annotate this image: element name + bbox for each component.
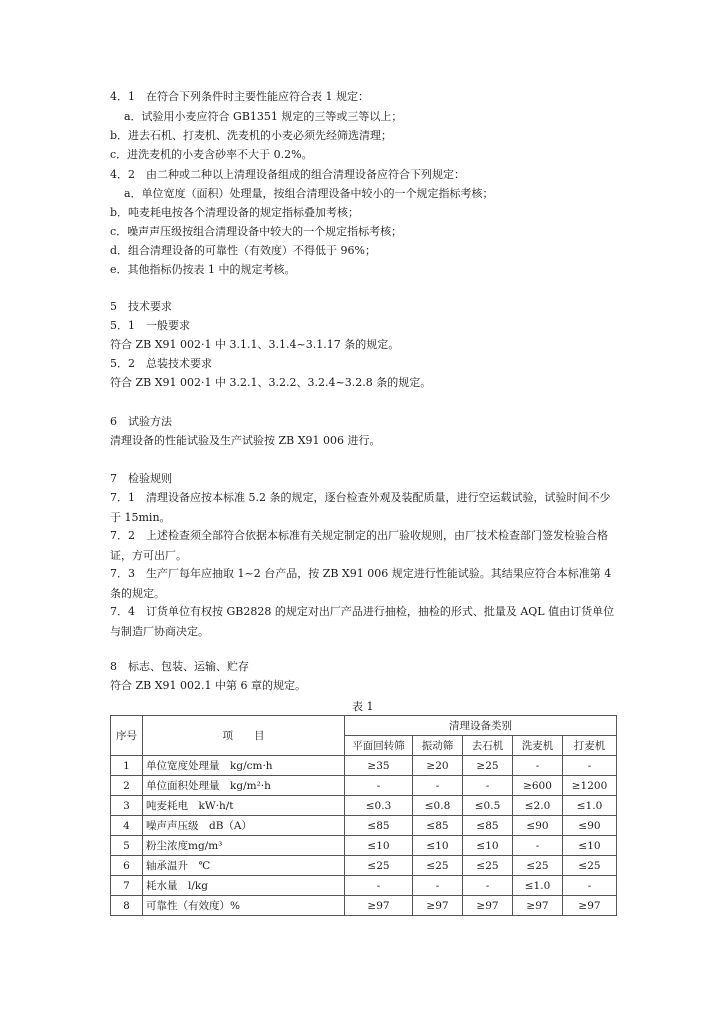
row-item-cell: 耗水量 l/kg — [143, 876, 345, 896]
row-value-cell: ≥97 — [463, 896, 513, 916]
performance-table — [110, 715, 617, 916]
row-value-cell: ≥25 — [463, 756, 513, 776]
section-heading: 5 技术要求 — [110, 300, 172, 313]
row-value-cell: - — [413, 776, 463, 796]
table-row — [111, 876, 617, 896]
row-index-cell: 6 — [111, 856, 143, 876]
section-heading: 6 试验方法 — [110, 415, 172, 428]
row-index-cell: 3 — [111, 796, 143, 816]
paragraph: 符合 ZB X91 002·1 中 3.1.1、3.1.4~3.1.17 条的规定。 — [110, 338, 400, 351]
row-value-cell: ≥97 — [513, 896, 563, 916]
clause-item-b: b．进去石机、打麦机、洗麦机的小麦必须先经筛选清理； — [110, 129, 393, 142]
table-row — [111, 796, 617, 816]
row-item-cell: 噪声声压级 dB（A） — [143, 816, 345, 836]
table-row — [111, 816, 617, 836]
row-value-cell: ≤85 — [413, 816, 463, 836]
row-value-cell: ≥20 — [413, 756, 463, 776]
clause-7-2: 7．2 上述检查须全部符合依据本标准有关规定制定的出厂验收规则，由厂技术检查部门签发检验合格证，方可出厂。 — [110, 529, 608, 562]
row-value-cell: ≤1.0 — [563, 796, 617, 816]
table-row — [111, 896, 617, 916]
row-index-cell: 8 — [111, 896, 143, 916]
row-value-cell: ≤25 — [513, 856, 563, 876]
clause-item-a: a．单位宽度（面积）处理量，按组合清理设备中较小的一个规定指标考核； — [124, 187, 494, 200]
row-item-cell: 轴承温升 ℃ — [143, 856, 345, 876]
row-value-cell: - — [463, 776, 513, 796]
row-item-cell: 粉尘浓度mg/m³ — [143, 836, 345, 856]
row-index-cell: 4 — [111, 816, 143, 836]
row-value-cell: ≤0.8 — [413, 796, 463, 816]
table-header-index: 序号 — [111, 716, 143, 756]
row-value-cell: - — [413, 876, 463, 896]
table-row — [111, 776, 617, 796]
row-value-cell: ≤0.5 — [463, 796, 513, 816]
table-body — [111, 756, 617, 916]
table-row — [111, 756, 617, 776]
row-value-cell: ≤10 — [463, 836, 513, 856]
section-heading: 8 标志、包装、运输、贮存 — [110, 660, 249, 673]
row-value-cell: - — [563, 756, 617, 776]
clause-item-e: e．其他指标仍按表 1 中的规定考核。 — [110, 263, 296, 276]
row-value-cell: - — [563, 876, 617, 896]
row-value-cell: ≤1.0 — [513, 876, 563, 896]
row-value-cell: - — [513, 756, 563, 776]
row-index-cell: 1 — [111, 756, 143, 776]
table-header-column: 洗麦机 — [513, 736, 563, 756]
row-value-cell: ≤25 — [563, 856, 617, 876]
table-row — [111, 836, 617, 856]
paragraph: 符合 ZB X91 002·1 中 3.2.1、3.2.2、3.2.4~3.2.8 条的规定。 — [110, 376, 432, 389]
subsection-heading: 5．1 一般要求 — [110, 319, 190, 332]
clause-4-1: 4．1 在符合下列条件时主要性能应符合表 1 规定： — [110, 90, 369, 103]
table-row — [111, 856, 617, 876]
row-value-cell: ≥97 — [563, 896, 617, 916]
clause-4-2: 4．2 由二种或二种以上清理设备组成的组合清理设备应符合下列规定： — [110, 168, 465, 181]
row-value-cell: ≤85 — [463, 816, 513, 836]
row-value-cell: ≤25 — [413, 856, 463, 876]
row-value-cell: ≤2.0 — [513, 796, 563, 816]
table-header-item: 项 目 — [143, 716, 345, 756]
row-value-cell: ≥1200 — [563, 776, 617, 796]
table-header-column: 去石机 — [463, 736, 513, 756]
row-value-cell: ≥35 — [345, 756, 413, 776]
row-value-cell: ≤10 — [413, 836, 463, 856]
row-item-cell: 可靠性（有效度）% — [143, 896, 345, 916]
row-value-cell: ≥97 — [345, 896, 413, 916]
row-value-cell: ≤90 — [513, 816, 563, 836]
table-header-column: 平面回转筛 — [345, 736, 413, 756]
row-index-cell: 5 — [111, 836, 143, 856]
paragraph: 符合 ZB X91 002.1 中第 6 章的规定。 — [110, 679, 307, 692]
table-header-group: 清理设备类别 — [345, 716, 617, 736]
row-value-cell: - — [345, 776, 413, 796]
row-value-cell: ≤25 — [345, 856, 413, 876]
row-item-cell: 吨麦耗电 kW·h/t — [143, 796, 345, 816]
row-value-cell: ≥600 — [513, 776, 563, 796]
table-header-column: 振动筛 — [413, 736, 463, 756]
row-index-cell: 2 — [111, 776, 143, 796]
row-value-cell: ≤10 — [345, 836, 413, 856]
row-value-cell: ≤85 — [345, 816, 413, 836]
clause-item-c: c．噪声声压级按组合清理设备中较大的一个规定指标考核； — [110, 225, 403, 238]
clause-item-c: c．进洗麦机的小麦含砂率不大于 0.2%。 — [110, 148, 313, 161]
section-heading: 7 检验规则 — [110, 472, 172, 485]
paragraph: 清理设备的性能试验及生产试验按 ZB X91 006 进行。 — [110, 434, 381, 447]
row-value-cell: - — [345, 876, 413, 896]
row-value-cell: ≤10 — [563, 836, 617, 856]
row-item-cell: 单位宽度处理量 kg/cm·h — [143, 756, 345, 776]
clause-item-b: b．吨麦耗电按各个清理设备的规定指标叠加考核； — [110, 206, 360, 219]
row-value-cell: - — [513, 836, 563, 856]
table-caption: 表 1 — [352, 700, 374, 713]
clause-7-4: 7．4 订货单位有权按 GB2828 的规定对出厂产品进行抽检，抽检的形式、批量及 AQL 值由订货单位与制造厂协商决定。 — [110, 605, 615, 638]
clause-item-d: d．组合清理设备的可靠性（有效度）不得低于 96%； — [110, 244, 376, 257]
clause-item-a: a．试验用小麦应符合 GB1351 规定的三等或三等以上； — [124, 110, 403, 123]
table-header-column: 打麦机 — [563, 736, 617, 756]
subsection-heading: 5．2 总装技术要求 — [110, 357, 212, 370]
row-index-cell: 7 — [111, 876, 143, 896]
clause-7-1: 7．1 清理设备应按本标准 5.2 条的规定，逐台检查外观及装配质量，进行空运载试验，试验时间不少于 15min。 — [110, 491, 611, 524]
row-item-cell: 单位面积处理量 kg/m²·h — [143, 776, 345, 796]
row-value-cell: ≥97 — [413, 896, 463, 916]
row-value-cell: - — [463, 876, 513, 896]
clause-7-3: 7．3 生产厂每年应抽取 1~2 台产品，按 ZB X91 006 规定进行性能试验。其结果应符合本标准第 4 条的规定。 — [110, 567, 612, 600]
row-value-cell: ≤25 — [463, 856, 513, 876]
row-value-cell: ≤90 — [563, 816, 617, 836]
row-value-cell: ≤0.3 — [345, 796, 413, 816]
